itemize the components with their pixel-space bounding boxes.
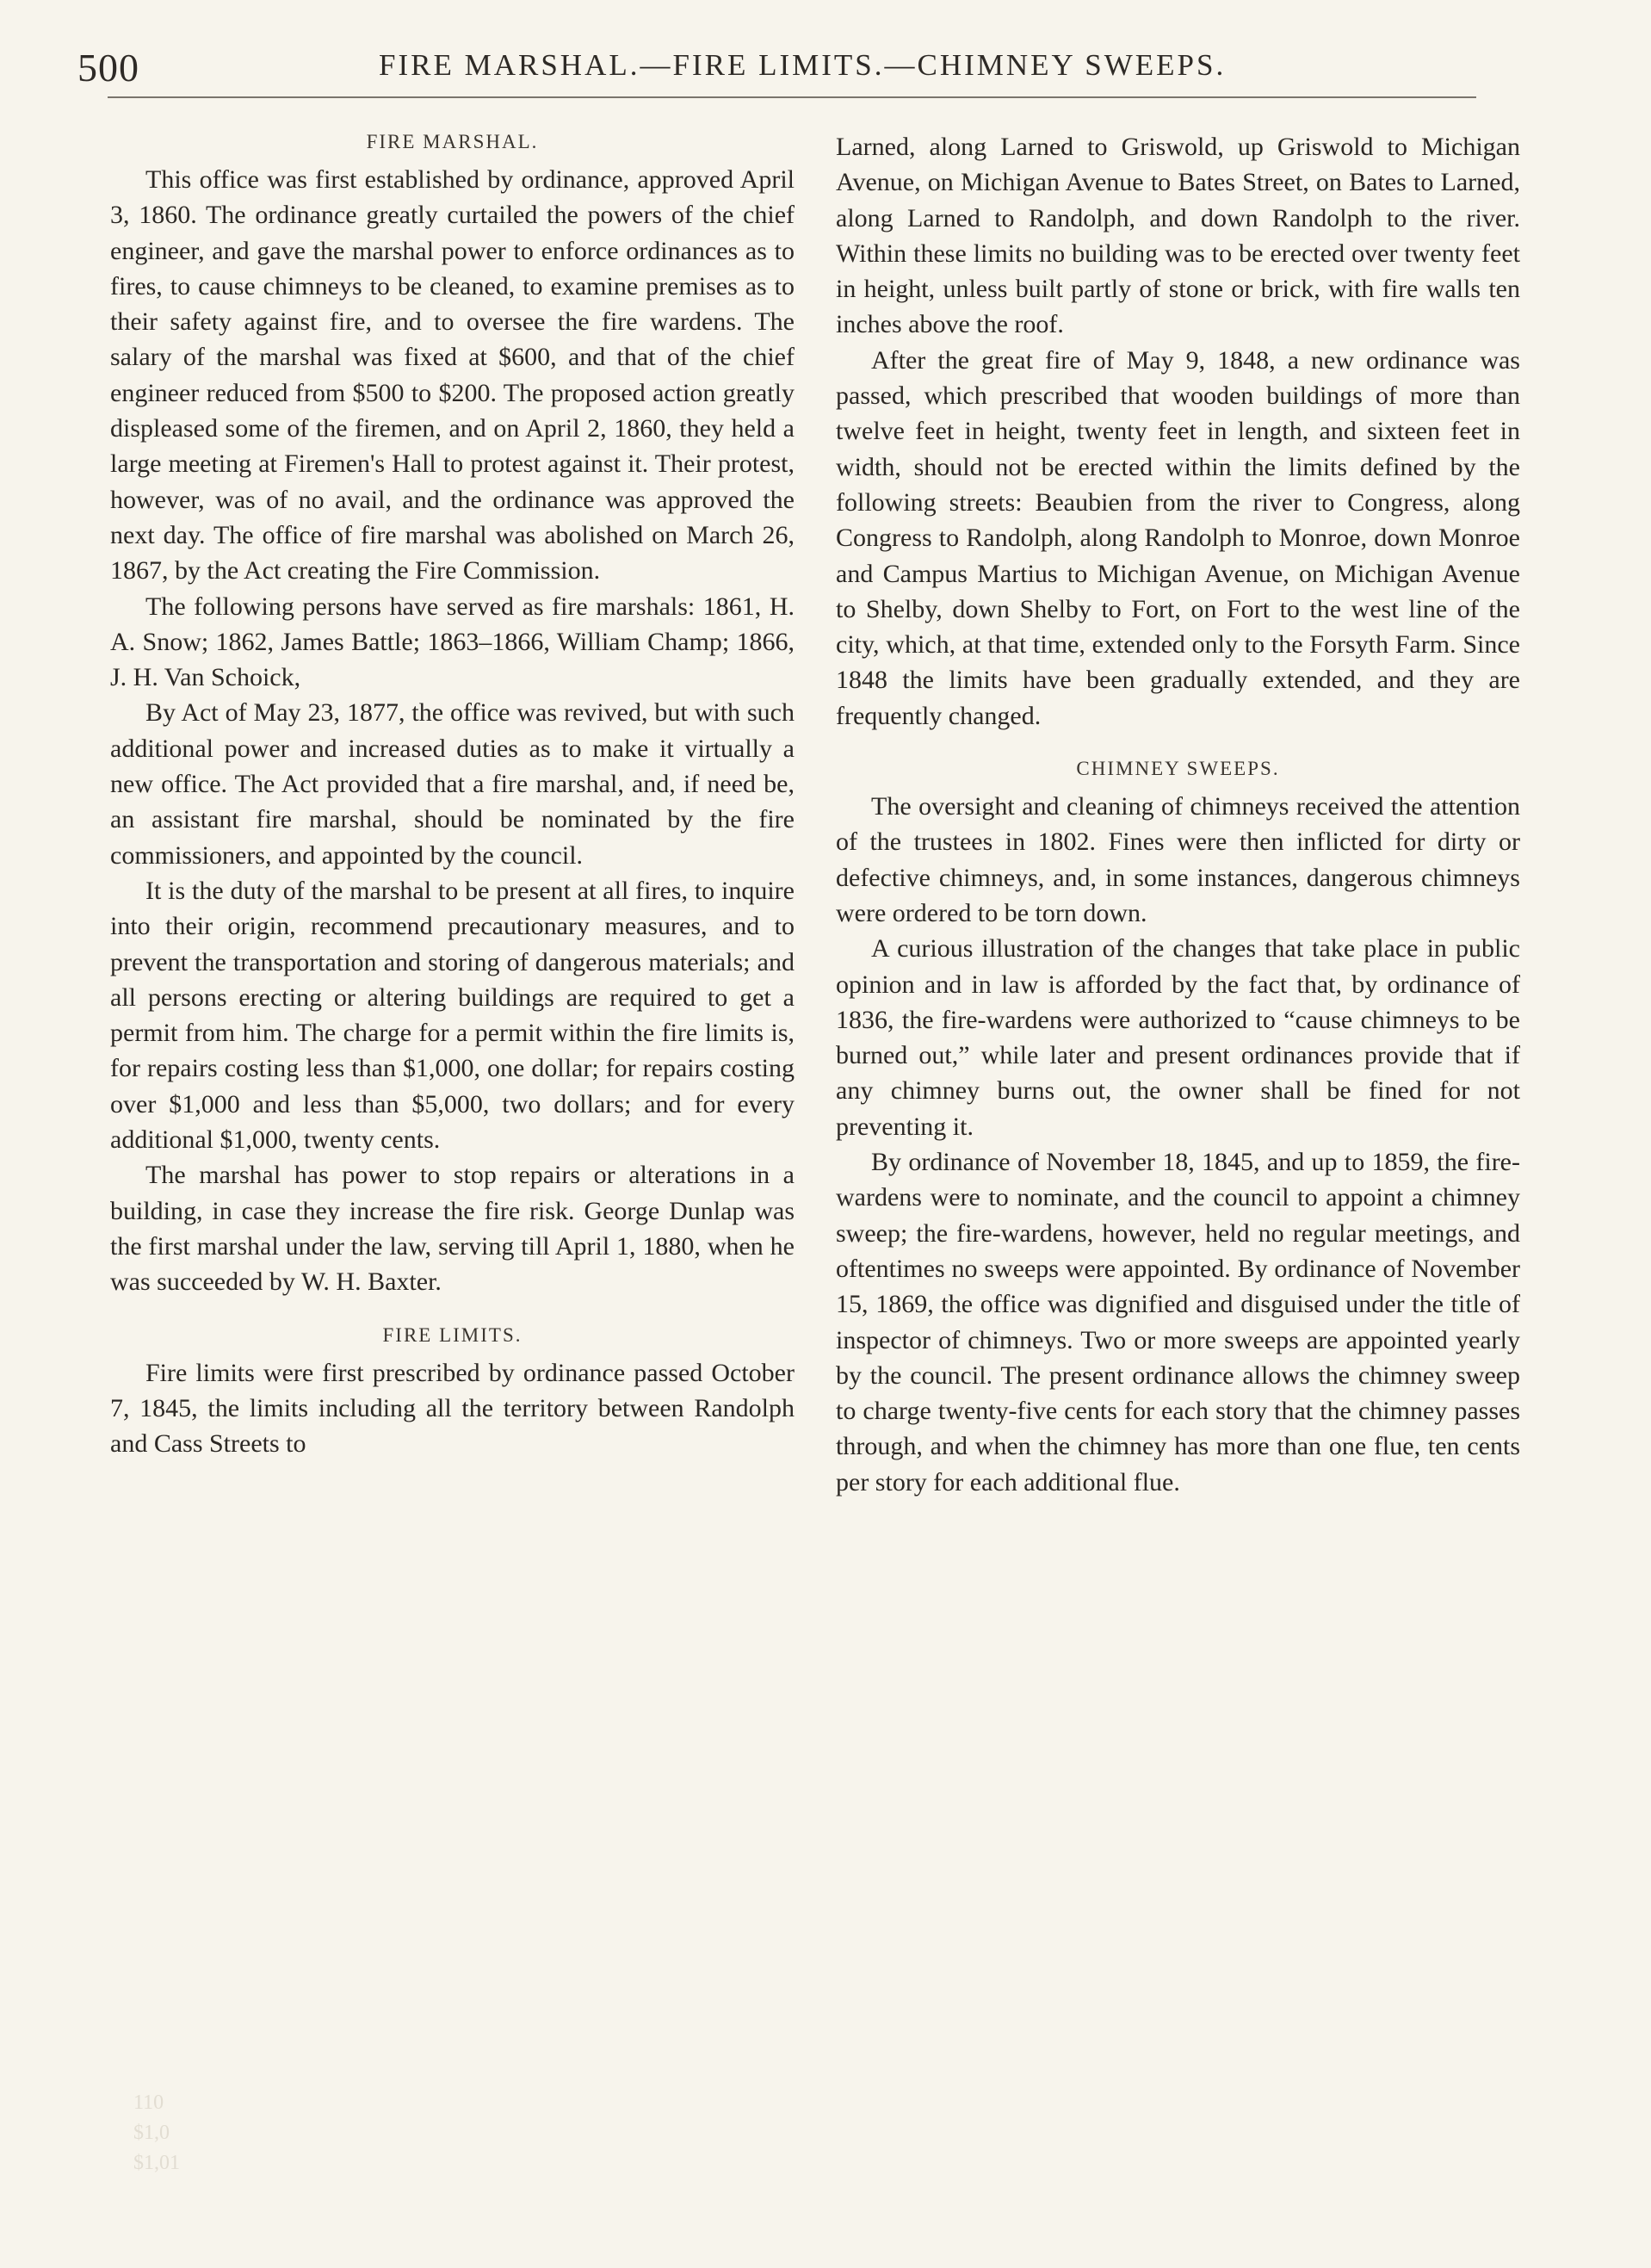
paragraph: The marshal has power to stop repairs or alterations in a building, in case they increase the fire risk. George Dunlap was the first marshal under the law, serving till April 1, 1880, when he was succeeded by W. H. Baxter.: [110, 1161, 795, 1297]
paragraph: After the great fire of May 9, 1848, a new ordinance was passed, which prescribed that wooden buildings of more than twelve feet in height, twenty feet in length, and sixteen feet in width, should not be erected within the limits defined by the following streets: Beaubien from the river to Congress, along Congress to Randolph, along Randolph to Monroe, down Monroe and Campus Martius to Michigan Avenue, on Michigan Avenue to Shelby, down Shelby to Fort, on Fort to the west line of the city, which, at that time, extended only to the Forsyth Farm. Since 1848 the limits have been gradually extended, and they are frequently changed.: [836, 345, 1520, 730]
right-column: [836, 129, 1520, 1500]
faint-mark: 110: [133, 2091, 164, 2114]
section-heading-fire-limits: FIRE LIMITS.: [382, 1323, 523, 1346]
paragraph: By ordinance of November 18, 1845, and up to 1859, the fire-wardens were to nominate, and the council to appoint a chimney sweep; the fire-wardens, however, held no regular meetings, and oftentimes no sweeps were appointed. By ordinance of November 15, 1869, the office was dignified and disguised under the title of inspector of chimneys. Two or more sweeps are appointed yearly by the council. The present ordinance allows the chimney sweep to charge twenty-five cents for each story that the chimney passes through, and when the chimney has more than one flue, ten cents per story for each additional flue.: [836, 1148, 1520, 1497]
section-heading-chimney-sweeps: CHIMNEY SWEEPS.: [1076, 758, 1280, 780]
paragraph: A curious illustration of the changes that take place in public opinion and in law is afforded by the fact that, by ordinance of 1836, the fire-wardens were authorized to “cause chimneys to be burned out,” while later and present ordinances provide that if any chimney burns out, the owner shall be fined for not preventing it.: [836, 934, 1520, 1141]
faint-pencil-marks: [133, 2088, 180, 2178]
paragraph: By Act of May 23, 1877, the office was revived, but with such additional power and increased duties as to make it virtually a new office. The Act provided that a fire marshal, and, if need be, an assistant fire marshal, should be nominated by the fire commissioners, and appointed by the council.: [110, 698, 795, 870]
faint-mark: $1,0: [133, 2122, 170, 2144]
paragraph: The oversight and cleaning of chimneys received the attention of the trustees in 1802. Fines were then inflicted for dirty or defective chimneys, and, in some instances, dangerous chimneys were ordered to be torn down.: [836, 792, 1520, 927]
paragraph: It is the duty of the marshal to be present at all fires, to inquire into their origin, recommend precautionary measures, and to prevent the transportation and storing of dangerous materials; and all persons erecting or altering buildings are required to get a permit from him. The charge for a permit within the fire limits is, for repairs costing less than $1,000, one dollar; for repairs costing over $1,000 and less than $5,000, two dollars; and for every additional $1,000, twenty cents.: [110, 876, 795, 1155]
paragraph: Fire limits were first prescribed by ordinance passed October 7, 1845, the limits including all the territory between Randolph and Cass Streets to: [110, 1358, 795, 1459]
faint-mark: $1,01: [133, 2152, 180, 2174]
paragraph: This office was first established by ordinance, approved April 3, 1860. The ordinance greatly curtailed the powers of the chief engineer, and gave the marshal power to enforce ordinances as to fires, to cause chimneys to be cleaned, to examine premises as to their safety against fire, and to oversee the fire wardens. The salary of the marshal was fixed at $600, and that of the chief engineer reduced from $500 to $200. The proposed action greatly displeased some of the firemen, and on April 2, 1860, they held a large meeting at Firemen's Hall to protest against it. Their protest, however, was of no avail, and the ordinance was approved the next day. The office of fire marshal was abolished on March 26, 1867, by the Act creating the Fire Commission.: [110, 165, 795, 586]
left-column: [110, 129, 795, 1461]
header-rule: [108, 96, 1476, 98]
page-number: 500: [77, 46, 139, 90]
running-head: FIRE MARSHAL.—FIRE LIMITS.—CHIMNEY SWEEPS.: [379, 48, 1227, 82]
paragraph: The following persons have served as fire marshals: 1861, H. A. Snow; 1862, James Battle; 1863–1866, William Champ; 1866, J. H. Van Schoick,: [110, 592, 795, 692]
paragraph-continued: Larned, along Larned to Griswold, up Griswold to Michigan Avenue, on Michigan Avenue to Bates Street, on Bates to Larned, along Larned to Randolph, and down Randolph to the river. Within these limits no building was to be erected over twenty feet in height, unless built partly of stone or brick, with fire walls ten inches above the roof.: [836, 133, 1520, 339]
section-heading-fire-marshal: FIRE MARSHAL.: [366, 131, 539, 152]
